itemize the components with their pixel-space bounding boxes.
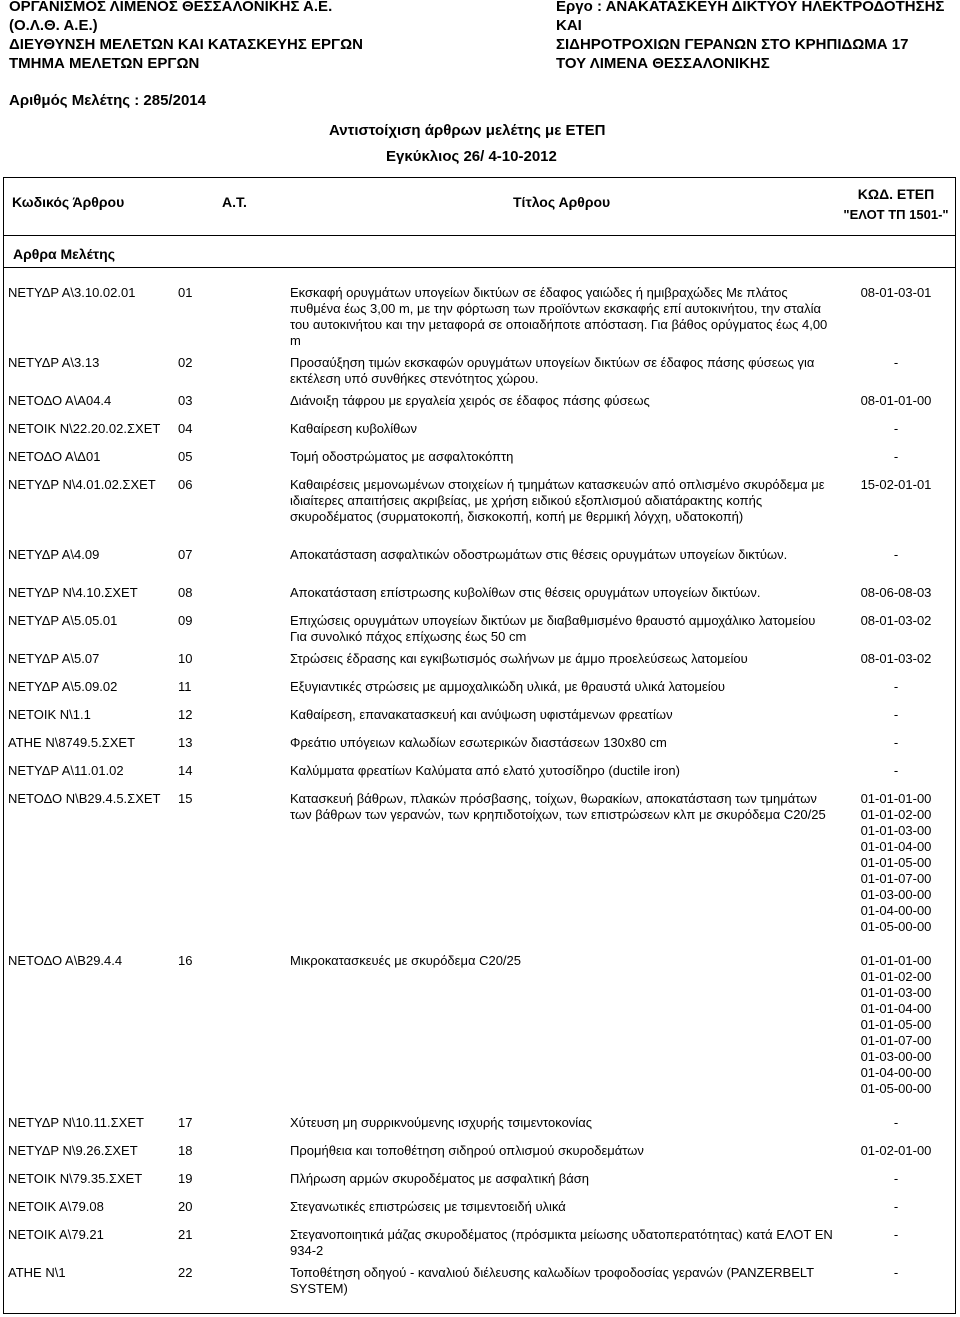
article-number: 17 bbox=[178, 1115, 193, 1130]
column-header-title: Τίτλος Αρθρου bbox=[513, 194, 611, 210]
etep-codes bbox=[840, 953, 952, 1097]
column-header-at: Α.Τ. bbox=[222, 194, 247, 210]
etep-code: 01-03-00-00 bbox=[860, 887, 932, 902]
article-code: ΝΕΤΟΔΟ Α\Β29.4.4 bbox=[8, 953, 123, 968]
article-code: ΝΕΤΟΙΚ Ν\79.35.ΣΧΕΤ bbox=[8, 1171, 143, 1186]
article-code: ΝΕΤΟΔΟ Α\Δ01 bbox=[8, 449, 101, 464]
etep-code: 01-01-07-00 bbox=[860, 1033, 932, 1048]
article-number: 14 bbox=[178, 763, 193, 778]
etep-code: 08-01-03-02 bbox=[860, 651, 932, 666]
article-title: Εκσκαφή ορυγμάτων υπογείων δικτύων σε έδαφος γαιώδες ή ημιβραχώδες Με πλάτος πυθμένα έως 3,00 m, με την φόρτωση των προϊόντων εκσκαφής επί αυτοκινήτου, την σταλία του αυτοκινήτου και την μεταφορά σε οποιαδήποτε απόσταση. Για βάθος ορύγματος έως 4,00 m bbox=[290, 285, 828, 348]
circular-reference: Εγκύκλιος 26/ 4-10-2012 bbox=[386, 148, 557, 165]
etep-code: 01-01-01-00 bbox=[860, 953, 932, 968]
etep-codes bbox=[840, 735, 952, 751]
section-divider bbox=[3, 267, 956, 268]
etep-codes bbox=[840, 477, 952, 493]
article-title: Στεγανοποιητικά μάζας σκυροδέματος (πρόσμικτα μείωσης υδατοπερατότητας) κατά ΕΛΟΤ ΕΝ 934-2 bbox=[290, 1227, 833, 1258]
project-line: ΣΙΔΗΡΟΤΡΟΧΙΩΝ ΓΕΡΑΝΩΝ ΣΤΟ ΚΡΗΠΙΔΩΜΑ 17 bbox=[556, 36, 909, 53]
etep-code: 08-01-01-00 bbox=[860, 393, 932, 408]
article-code: ΝΕΤΥΔΡ Ν\4.10.ΣΧΕΤ bbox=[8, 585, 138, 600]
section-title: Αρθρα Μελέτης bbox=[13, 246, 115, 262]
article-title: Μικροκατασκευές με σκυρόδεμα C20/25 bbox=[290, 953, 521, 968]
etep-codes bbox=[840, 355, 952, 371]
etep-code: - bbox=[893, 1115, 899, 1130]
article-code: ΝΕΤΥΔΡ Α\11.01.02 bbox=[8, 763, 124, 778]
org-line: ΤΜΗΜΑ ΜΕΛΕΤΩΝ ΕΡΓΩΝ bbox=[9, 55, 200, 72]
etep-codes bbox=[840, 285, 952, 301]
etep-code: 15-02-01-01 bbox=[860, 477, 932, 492]
article-number: 11 bbox=[178, 679, 192, 694]
article-code: ΝΕΤΟΙΚ Ν\1.1 bbox=[8, 707, 91, 722]
project-line: Εργο : ΑΝΑΚΑΤΑΣΚΕΥΗ ΔΙΚΤΥΟΥ ΗΛΕΚΤΡΟΔΟΤΗΣΗΣ ΚΑΙ bbox=[556, 0, 945, 34]
article-number: 15 bbox=[178, 791, 193, 806]
article-title: Προμήθεια και τοποθέτηση σιδηρού οπλισμού σκυροδεμάτων bbox=[290, 1143, 644, 1158]
article-title: Πλήρωση αρμών σκυροδέματος με ασφαλτική βάση bbox=[290, 1171, 590, 1186]
column-header-code: Κωδικός Άρθρου bbox=[12, 194, 125, 210]
article-number: 12 bbox=[178, 707, 193, 722]
article-title: Διάνοιξη τάφρου με εργαλεία χειρός σε έδαφος πάσης φύσεως bbox=[290, 393, 650, 408]
etep-codes bbox=[840, 585, 952, 601]
etep-codes bbox=[840, 613, 952, 629]
etep-codes bbox=[840, 393, 952, 409]
article-code: ΝΕΤΟΔΟ Α\Α04.4 bbox=[8, 393, 112, 408]
article-code: ΝΕΤΥΔΡ Α\5.09.02 bbox=[8, 679, 118, 694]
article-number: 04 bbox=[178, 421, 193, 436]
article-number: 16 bbox=[178, 953, 193, 968]
etep-code: 01-03-00-00 bbox=[860, 1049, 932, 1064]
etep-codes bbox=[840, 679, 952, 695]
article-number: 03 bbox=[178, 393, 193, 408]
article-code: ΝΕΤΥΔΡ Ν\9.26.ΣΧΕΤ bbox=[8, 1143, 138, 1158]
article-code: ΑΤΗΕ Ν\8749.5.ΣΧΕΤ bbox=[8, 735, 136, 750]
etep-code: - bbox=[893, 421, 899, 436]
etep-code: 08-06-08-03 bbox=[860, 585, 932, 600]
article-title: Τομή οδοστρώματος με ασφαλτοκόπτη bbox=[290, 449, 514, 464]
etep-code: - bbox=[893, 1171, 899, 1186]
etep-code: 01-04-00-00 bbox=[860, 903, 932, 918]
article-number: 08 bbox=[178, 585, 193, 600]
article-number: 05 bbox=[178, 449, 193, 464]
article-number: 19 bbox=[178, 1171, 193, 1186]
article-code: ΝΕΤΥΔΡ Α\5.05.01 bbox=[8, 613, 118, 628]
etep-code: - bbox=[893, 735, 899, 750]
article-number: 18 bbox=[178, 1143, 193, 1158]
column-header-etep: ΚΩΔ. ΕΤΕΠ bbox=[857, 186, 935, 202]
etep-codes bbox=[840, 791, 952, 935]
article-title: Επιχώσεις ορυγμάτων υπογείων δικτύων με διαβαθμισμένο θραυστό αμμοχάλικο λατομείου Για συνολικό πάχος επίχωσης έως 50 cm bbox=[290, 613, 816, 644]
organization-header bbox=[9, 0, 363, 73]
etep-codes bbox=[840, 421, 952, 437]
etep-code: - bbox=[893, 449, 899, 464]
article-code: ΝΕΤΟΙΚ Α\79.21 bbox=[8, 1227, 104, 1242]
article-code: ΝΕΤΟΔΟ Ν\Β29.4.5.ΣΧΕΤ bbox=[8, 791, 161, 806]
article-number: 01 bbox=[178, 285, 193, 300]
etep-code: - bbox=[893, 355, 899, 370]
etep-code: - bbox=[893, 763, 899, 778]
article-number: 07 bbox=[178, 547, 193, 562]
page-title: Αντιστοίχιση άρθρων μελέτης με ΕΤΕΠ bbox=[329, 122, 606, 139]
article-code: ΝΕΤΥΔΡ Ν\4.01.02.ΣΧΕΤ bbox=[8, 477, 156, 492]
org-line: ΟΡΓΑΝΙΣΜΟΣ ΛΙΜΕΝΟΣ ΘΕΣΣΑΛΟΝΙΚΗΣ Α.Ε. bbox=[9, 0, 333, 15]
etep-code: 01-01-04-00 bbox=[860, 839, 932, 854]
article-title: Εξυγιαντικές στρώσεις με αμμοχαλικώδη υλικά, με θραυστά υλικά λατομείου bbox=[290, 679, 726, 694]
etep-codes bbox=[840, 1199, 952, 1215]
etep-code: 01-01-07-00 bbox=[860, 871, 932, 886]
column-header-etep-sub: "ΕΛΟΤ ΤΠ 1501-" bbox=[843, 207, 949, 222]
etep-code: - bbox=[893, 679, 899, 694]
article-title: Καθαίρεση, επανακατασκευή και ανύψωση υφιστάμενων φρεατίων bbox=[290, 707, 673, 722]
etep-code: 01-02-01-00 bbox=[860, 1143, 932, 1158]
etep-code: - bbox=[893, 1227, 899, 1242]
etep-code: 01-01-03-00 bbox=[860, 823, 932, 838]
article-code: ΝΕΤΟΙΚ Α\79.08 bbox=[8, 1199, 104, 1214]
header-divider bbox=[3, 235, 956, 236]
etep-code: 08-01-03-02 bbox=[860, 613, 932, 628]
etep-code: - bbox=[893, 707, 899, 722]
etep-codes bbox=[840, 1115, 952, 1131]
etep-code: 01-01-05-00 bbox=[860, 1017, 932, 1032]
article-title: Καθαίρεση κυβολίθων bbox=[290, 421, 418, 436]
etep-codes bbox=[840, 763, 952, 779]
article-number: 20 bbox=[178, 1199, 193, 1214]
article-number: 09 bbox=[178, 613, 193, 628]
article-title: Καλύμματα φρεατίων Καλύματα από ελατό χυτοσίδηρο (ductile iron) bbox=[290, 763, 680, 778]
article-title: Προσαύξηση τιμών εκσκαφών ορυγμάτων υπογείων δικτύων σε έδαφος πάσης φύσεως για εκτέλεση υπό συνθήκες στενότητος χώρου. bbox=[290, 355, 815, 386]
etep-code: 01-01-02-00 bbox=[860, 969, 932, 984]
etep-codes bbox=[840, 651, 952, 667]
article-title: Αποκατάσταση ασφαλτικών οδοστρωμάτων στις θέσεις ορυγμάτων υπογείων δικτύων. bbox=[290, 547, 788, 562]
article-number: 02 bbox=[178, 355, 193, 370]
org-line: ΔΙΕΥΘΥΝΣΗ ΜΕΛΕΤΩΝ ΚΑΙ ΚΑΤΑΣΚΕΥΗΣ ΕΡΓΩΝ bbox=[9, 36, 363, 53]
article-code: ΝΕΤΥΔΡ Α\4.09 bbox=[8, 547, 100, 562]
etep-code: 08-01-03-01 bbox=[860, 285, 932, 300]
etep-codes bbox=[840, 1171, 952, 1187]
etep-code: 01-01-02-00 bbox=[860, 807, 932, 822]
etep-codes bbox=[840, 1143, 952, 1159]
etep-code: 01-05-00-00 bbox=[860, 1081, 932, 1096]
etep-code: - bbox=[893, 547, 899, 562]
etep-code: 01-05-00-00 bbox=[860, 919, 932, 934]
article-title: Τοποθέτηση οδηγού - καναλιού διέλευσης καλωδίων τροφοδοσίας γερανών (PANZERBELT SYSTEM) bbox=[290, 1265, 814, 1296]
article-title: Κατασκευή βάθρων, πλακών πρόσβασης, τοίχων, θωρακίων, αποκατάσταση των τμημάτων των βάθρων των γερανών, των κρηπιδοτοίχων, των επιστρώσεων κλπ με σκυρόδεμα C20/25 bbox=[290, 791, 826, 822]
etep-codes bbox=[840, 1265, 952, 1281]
article-title: Χύτευση μη συρρικνούμενης ισχυρής τσιμεντοκονίας bbox=[290, 1115, 592, 1130]
etep-code: 01-04-00-00 bbox=[860, 1065, 932, 1080]
project-line: ΤΟΥ ΛΙΜΕΝΑ ΘΕΣΣΑΛΟΝΙΚΗΣ bbox=[556, 55, 770, 72]
etep-code: 01-01-05-00 bbox=[860, 855, 932, 870]
article-number: 10 bbox=[178, 651, 193, 666]
article-title: Καθαιρέσεις μεμονωμένων στοιχείων ή τμημάτων κατασκευών από οπλισμένο σκυρόδεμα με ιδιαίτερες απαιτήσεις ακριβείας, με χρήση ειδικού εξοπλισμού αδιατάρακτης κοπής σκυροδέματος (συρματοκοπή, δισκοκοπή, κοπή με θερμική λόγχη, υδατοκοπή) bbox=[290, 477, 825, 524]
study-number: Αριθμός Μελέτης : 285/2014 bbox=[9, 92, 206, 109]
org-line: (Ο.Λ.Θ. Α.Ε.) bbox=[9, 17, 98, 34]
article-code: ΝΕΤΟΙΚ Ν\22.20.02.ΣΧΕΤ bbox=[8, 421, 161, 436]
etep-code: - bbox=[893, 1265, 899, 1280]
etep-codes bbox=[840, 707, 952, 723]
etep-codes bbox=[840, 547, 952, 563]
article-number: 13 bbox=[178, 735, 193, 750]
article-title: Αποκατάσταση επίστρωσης κυβολίθων στις θέσεις ορυγμάτων υπογείων δικτύων. bbox=[290, 585, 761, 600]
etep-codes bbox=[840, 449, 952, 465]
etep-code: 01-01-04-00 bbox=[860, 1001, 932, 1016]
etep-code: 01-01-03-00 bbox=[860, 985, 932, 1000]
article-code: ΑΤΗΕ Ν\1 bbox=[8, 1265, 66, 1280]
article-title: Φρεάτιο υπόγειων καλωδίων εσωτερικών διαστάσεων 130x80 cm bbox=[290, 735, 667, 750]
etep-code: - bbox=[893, 1199, 899, 1214]
article-code: ΝΕΤΥΔΡ Α\3.10.02.01 bbox=[8, 285, 136, 300]
etep-code: 01-01-01-00 bbox=[860, 791, 932, 806]
article-code: ΝΕΤΥΔΡ Ν\10.11.ΣΧΕΤ bbox=[8, 1115, 144, 1130]
article-title: Στρώσεις έδρασης και εγκιβωτισμός σωλήνων με άμμο προελεύσεως λατομείου bbox=[290, 651, 748, 666]
article-number: 22 bbox=[178, 1265, 193, 1280]
article-number: 06 bbox=[178, 477, 193, 492]
article-title: Στεγανωτικές επιστρώσεις με τσιμεντοειδή υλικά bbox=[290, 1199, 566, 1214]
etep-codes bbox=[840, 1227, 952, 1243]
article-number: 21 bbox=[178, 1227, 193, 1242]
project-header bbox=[556, 0, 960, 73]
article-code: ΝΕΤΥΔΡ Α\3.13 bbox=[8, 355, 100, 370]
article-code: ΝΕΤΥΔΡ Α\5.07 bbox=[8, 651, 100, 666]
